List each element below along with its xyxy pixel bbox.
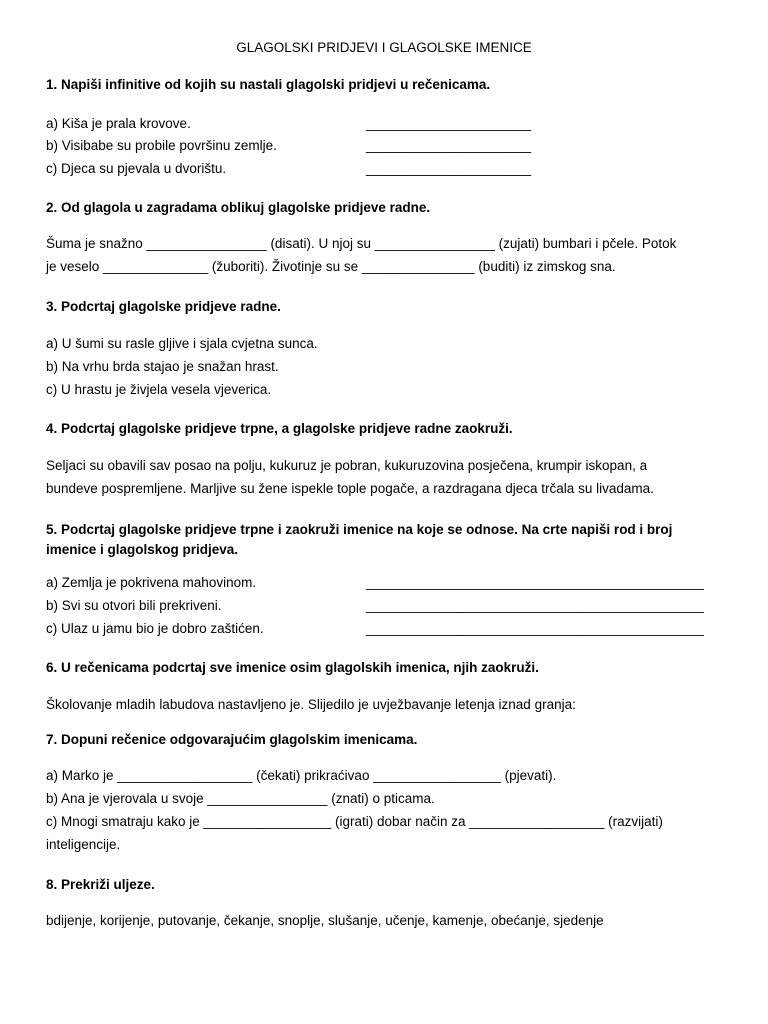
question-4-heading: 4. Podcrtaj glagolske pridjeve trpne, a glagolske pridjeve radne zaokruži. — [46, 421, 513, 436]
q4-text-line-1: Seljaci su obavili sav posao na polju, kukuruz je pobran, kukuruzovina posječena, krumpir iskopan, a — [46, 458, 648, 473]
q1-blank-a: ______________________ — [366, 116, 532, 131]
q5-blank-a: _____________________________________________ — [366, 575, 704, 590]
q5-item-b: b) Svi su otvori bili prekriveni. — [46, 598, 222, 613]
q1-blank-b: ______________________ — [366, 138, 532, 153]
page-title: GLAGOLSKI PRIDJEVI I GLAGOLSKE IMENICE — [236, 40, 532, 55]
q1-item-b: b) Visibabe su probile površinu zemlje. — [46, 138, 277, 153]
question-8-heading: 8. Prekriži uljeze. — [46, 877, 155, 892]
q7-item-a: a) Marko je __________________ (čekati) prikraćivao _________________ (pjevati). — [46, 768, 557, 783]
q2-text-line-2: je veselo ______________ (žuboriti). Životinje su se _______________ (buditi) iz zimskog sna. — [46, 259, 616, 274]
q1-item-a: a) Kiša je prala krovove. — [46, 116, 191, 131]
question-7-heading: 7. Dopuni rečenice odgovarajućim glagolskim imenicama. — [46, 732, 418, 747]
question-5-heading: 5. Podcrtaj glagolske pridjeve trpne i zaokruži imenice na koje se odnose. Na crte napiši rod i broj imenice i glagolskog pridjeva. — [46, 522, 673, 557]
q3-item-c: c) U hrastu je živjela vesela vjeverica. — [46, 382, 272, 397]
q5-item-a: a) Zemlja je pokrivena mahovinom. — [46, 575, 257, 590]
q3-item-a: a) U šumi su rasle gljive i sjala cvjetna sunca. — [46, 336, 318, 351]
q8-word-list: bdijenje, korijenje, putovanje, čekanje, snoplje, slušanje, učenje, kamenje, obećanje, sjedenje — [46, 913, 604, 928]
question-6-heading: 6. U rečenicama podcrtaj sve imenice osim glagolskih imenica, njih zaokruži. — [46, 660, 539, 675]
q5-blank-c: _____________________________________________ — [366, 621, 704, 636]
q7-item-c: c) Mnogi smatraju kako je _________________ (igrati) dobar način za __________________ (razvijati) — [46, 814, 663, 829]
q7-item-c-continued: inteligencije. — [46, 837, 121, 852]
q6-text-line-1: Školovanje mladih labudova nastavljeno je. Slijedilo je uvježbavanje letenja iznad granja: — [46, 697, 576, 712]
q1-item-c: c) Djeca su pjevala u dvorištu. — [46, 161, 227, 176]
q4-text-line-2: bundeve pospremljene. Marljive su žene ispekle tople pogače, a razdragana djeca trčala su livadama. — [46, 481, 654, 496]
question-3-heading: 3. Podcrtaj glagolske pridjeve radne. — [46, 299, 281, 314]
q5-item-c: c) Ulaz u jamu bio je dobro zaštićen. — [46, 621, 264, 636]
question-2-heading: 2. Od glagola u zagradama oblikuj glagolske pridjeve radne. — [46, 200, 431, 215]
q3-item-b: b) Na vrhu brda stajao je snažan hrast. — [46, 359, 279, 374]
q7-item-b: b) Ana je vjerovala u svoje ________________ (znati) o pticama. — [46, 791, 435, 806]
q5-blank-b: _____________________________________________ — [366, 598, 704, 613]
question-1-heading: 1. Napiši infinitive od kojih su nastali glagolski pridjevi u rečenicama. — [46, 77, 491, 92]
q2-text-line-1: Šuma je snažno ________________ (disati). U njoj su ________________ (zujati) bumbari i pčele. Potok — [46, 236, 677, 251]
q1-blank-c: ______________________ — [366, 161, 532, 176]
